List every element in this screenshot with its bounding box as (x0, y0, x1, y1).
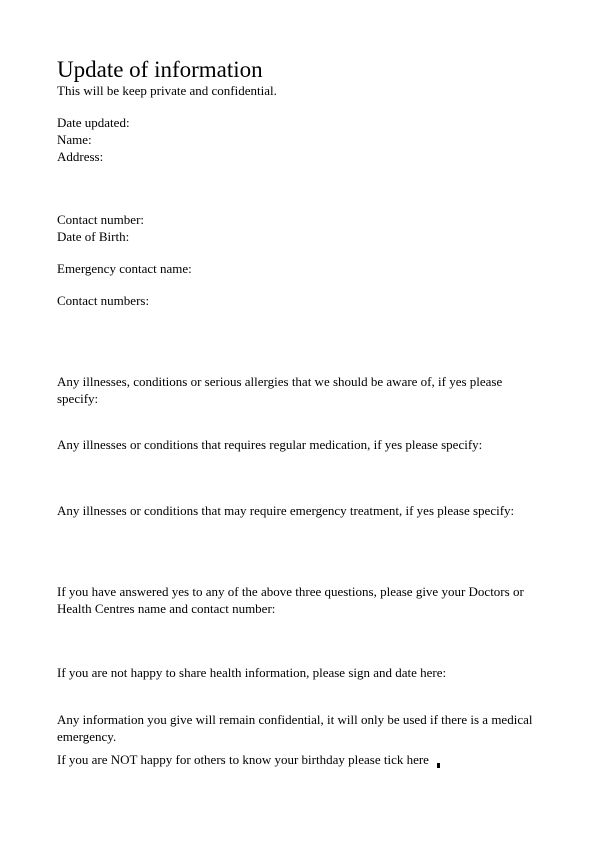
page-title: Update of information (57, 57, 263, 82)
regular-medication-question: Any illnesses or conditions that requires regular medication, if yes please specify: (57, 437, 483, 452)
sign-and-date-prompt: If you are not happy to share health information, please sign and date here: (57, 665, 447, 680)
contact-numbers-label: Contact numbers: (57, 293, 150, 308)
doctors-details-question: If you have answered yes to any of the above three questions, please give your Doctors or Health Centres name and contact number: (57, 584, 524, 616)
emergency-contact-name-label: Emergency contact name: (57, 261, 192, 276)
contact-number-label: Contact number: (57, 212, 145, 227)
date-updated-label: Date updated: (57, 115, 130, 130)
birthday-optout-row (57, 751, 440, 768)
address-label: Address: (57, 149, 104, 164)
birthday-optout-label: If you are NOT happy for others to know your birthday please tick here (57, 752, 429, 767)
name-label: Name: (57, 132, 92, 147)
birthday-optout-checkbox[interactable] (437, 763, 440, 768)
privacy-subtitle: This will be keep private and confidential. (57, 83, 277, 98)
allergies-question: Any illnesses, conditions or serious allergies that we should be aware of, if yes please specify: (57, 374, 503, 406)
date-of-birth-label: Date of Birth: (57, 229, 130, 244)
confidentiality-note: Any information you give will remain confidential, it will only be used if there is a medical emergency. (57, 712, 533, 744)
emergency-treatment-question: Any illnesses or conditions that may require emergency treatment, if yes please specify: (57, 503, 515, 518)
